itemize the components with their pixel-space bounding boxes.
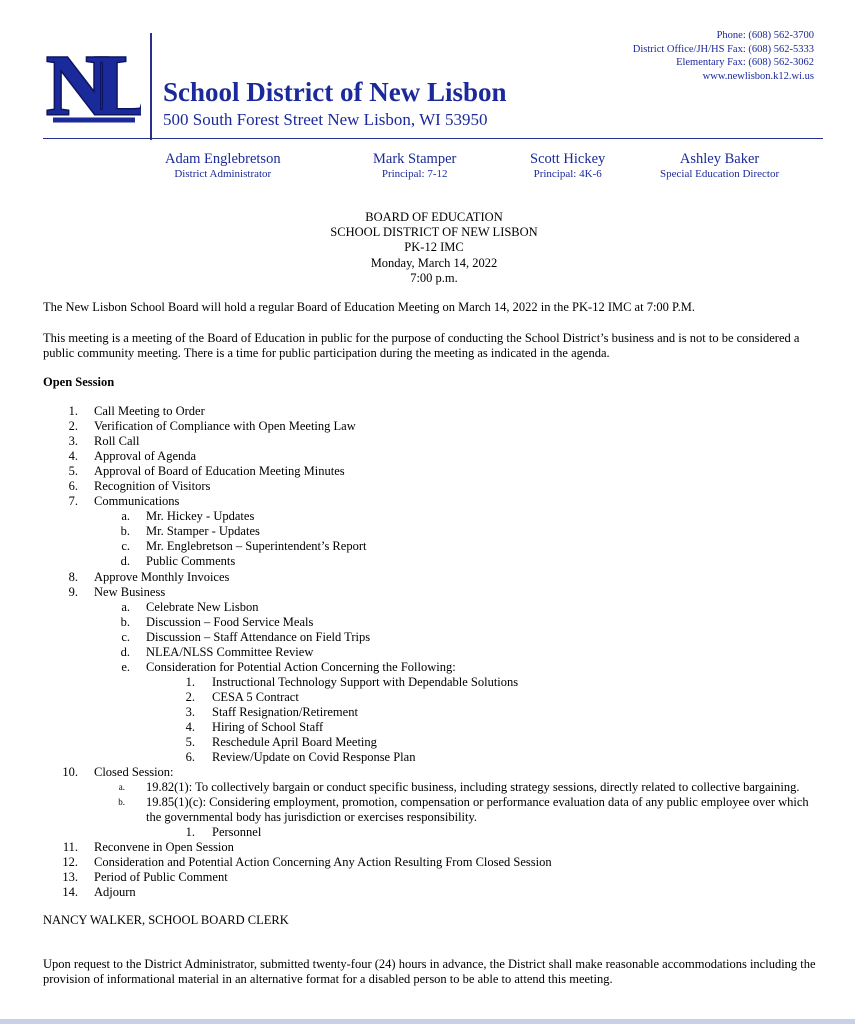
agenda-text: Celebrate New Lisbon	[146, 599, 259, 614]
agenda-number: 5.	[68, 464, 78, 479]
header-divider-vertical	[150, 33, 152, 140]
agenda-text: CESA 5 Contract	[212, 689, 299, 704]
agenda-text: Discussion – Food Service Meals	[146, 614, 314, 629]
agenda-text: Mr. Hickey - Updates	[146, 509, 255, 524]
agenda-subsubitem	[43, 750, 833, 765]
agenda-item	[43, 464, 833, 479]
meeting-line: BOARD OF EDUCATION	[365, 210, 503, 224]
agenda-text: Consideration and Potential Action Concerning Any Action Resulting From Closed Session	[94, 855, 552, 870]
agenda-subitem	[43, 630, 833, 645]
agenda-text: Review/Update on Covid Response Plan	[212, 750, 416, 765]
meeting-line: SCHOOL DISTRICT OF NEW LISBON	[330, 225, 538, 240]
agenda-text: New Business	[94, 584, 166, 599]
agenda-number: d.	[120, 554, 130, 569]
agenda-text: Adjourn	[94, 885, 136, 900]
agenda-text: Mr. Stamper - Updates	[146, 524, 260, 539]
agenda-number: 6.	[68, 479, 78, 494]
agenda-text: Hiring of School Staff	[212, 719, 324, 734]
agenda-text: Reconvene in Open Session	[94, 840, 234, 855]
agenda-text: Consideration for Potential Action Concerning the Following:	[146, 659, 456, 674]
staff-principal-4k-6	[530, 151, 605, 181]
header-divider-horizontal	[43, 138, 823, 139]
district-name: School District of New Lisbon	[163, 77, 507, 107]
staff-title: Principal: 4K-6	[533, 168, 602, 180]
agenda-number: 5.	[185, 735, 195, 750]
agenda-subitem	[43, 524, 833, 539]
agenda-text: Mr. Englebretson – Superintendent’s Report	[146, 539, 367, 554]
agenda-number: 6.	[185, 750, 195, 765]
open-session-heading: Open Session	[43, 375, 115, 389]
agenda-number: 1.	[185, 825, 195, 840]
staff-sped-director	[660, 151, 779, 181]
agenda-subitem	[43, 509, 833, 524]
agenda-item	[43, 885, 833, 900]
agenda-subitem	[43, 600, 833, 615]
agenda-number: a.	[118, 782, 125, 793]
agenda-number: 9.	[68, 584, 78, 599]
agenda-text: NLEA/NLSS Committee Review	[146, 644, 314, 659]
agenda-text: Approval of Board of Education Meeting Minutes	[94, 464, 345, 479]
nl-logo-icon	[43, 40, 141, 130]
agenda-number: c.	[121, 539, 130, 554]
agenda-item	[43, 585, 833, 600]
agenda-number: b.	[120, 614, 130, 629]
agenda-subsubitem	[43, 735, 833, 750]
meeting-line: PK-12 IMC	[404, 240, 464, 255]
agenda-number: c.	[121, 629, 130, 644]
agenda-text: Approval of Agenda	[94, 449, 197, 464]
agenda-number: b.	[118, 797, 125, 808]
staff-principal-7-12	[373, 151, 456, 181]
agenda-subsubitem	[43, 675, 833, 690]
agenda-number: 1.	[185, 674, 195, 689]
staff-administrator	[165, 151, 281, 181]
agenda-number: 7.	[68, 494, 78, 509]
phone-line: Phone: (608) 562-3700	[716, 30, 814, 41]
agenda-number: 14.	[62, 885, 78, 900]
agenda-number: 13.	[62, 870, 78, 885]
elementary-fax-line: Elementary Fax: (608) 562-3062	[676, 57, 814, 68]
agenda-number: 1.	[68, 404, 78, 418]
agenda-list	[43, 404, 833, 900]
agenda-item	[43, 404, 833, 419]
agenda-item	[43, 494, 833, 509]
agenda-item	[43, 840, 833, 855]
staff-title: Principal: 7-12	[381, 168, 448, 180]
agenda-text: Verification of Compliance with Open Meeting Law	[94, 419, 356, 434]
agenda-item	[43, 419, 833, 434]
agenda-text: Roll Call	[94, 434, 140, 449]
agenda-number: 4.	[68, 449, 78, 464]
logo-letters: NL	[46, 40, 138, 130]
agenda-text: 19.82(1): To collectively bargain or conduct specific business, including strategy sessions, directly related to collective bargaining.	[146, 780, 800, 795]
staff-name: Scott Hickey	[530, 151, 606, 167]
agenda-subsubitem	[43, 705, 833, 720]
agenda-number: 12.	[62, 855, 78, 870]
meeting-line: 7:00 p.m.	[410, 270, 458, 285]
agenda-text: Personnel	[212, 825, 262, 840]
agenda-text: Recognition of Visitors	[94, 479, 211, 494]
staff-name: Adam Englebretson	[165, 151, 281, 167]
agenda-item	[43, 765, 833, 780]
agenda-text: Instructional Technology Support with Dependable Solutions	[212, 674, 519, 689]
agenda-item	[43, 570, 833, 585]
agenda-item	[43, 870, 833, 885]
agenda-number: a.	[121, 509, 130, 524]
contact-block	[633, 29, 814, 83]
agenda-item	[43, 434, 833, 449]
district-fax-line: District Office/JH/HS Fax: (608) 562-5333	[632, 43, 814, 55]
agenda-subitem	[43, 780, 833, 795]
agenda-text: Call Meeting to Order	[94, 404, 205, 418]
agenda-number: 2.	[185, 689, 195, 704]
staff-title: District Administrator	[174, 168, 272, 180]
agenda-text: Public Comments	[146, 554, 236, 569]
agenda-subitem	[43, 795, 833, 825]
agenda-number: 2.	[68, 419, 78, 434]
staff-name: Mark Stamper	[373, 151, 457, 167]
district-address: 500 South Forest Street New Lisbon, WI 53950	[163, 110, 488, 129]
page-bottom-edge	[0, 1019, 855, 1024]
agenda-number: 4.	[185, 719, 195, 734]
agenda-text: Reschedule April Board Meeting	[212, 735, 377, 750]
agenda-text: Approve Monthly Invoices	[94, 569, 230, 584]
agenda-number: 10.	[62, 765, 78, 780]
accommodation-notice: Upon request to the District Administrator, submitted twenty-four (24) hours in advance, the District shall make reasonable accommodations including the provision of informational material in an alternative format for a disabled person to be able to attend this meeting.	[43, 957, 816, 986]
agenda-text: Period of Public Comment	[94, 870, 228, 885]
agenda-item	[43, 479, 833, 494]
website-link[interactable]: www.newlisbon.k12.wi.us	[702, 70, 814, 82]
agenda-text: Staff Resignation/Retirement	[212, 704, 358, 719]
staff-title: Special Education Director	[660, 168, 780, 180]
agenda-text: 19.85(1)(c): Considering employment, promotion, compensation or performance evaluation data of any public employee over which the governmental body has jurisdiction or exercises responsibility.	[146, 795, 809, 825]
intro-paragraph-2: This meeting is a meeting of the Board of Education in public for the purpose of conducting the School District’s business and is not to be considered a public community meeting. There is a time for public participation during the meeting as indicated in the agenda.	[43, 331, 800, 360]
meeting-line: Monday, March 14, 2022	[370, 255, 498, 270]
agenda-number: 8.	[68, 569, 78, 584]
staff-name: Ashley Baker	[679, 151, 760, 167]
agenda-item	[43, 855, 833, 870]
agenda-number: e.	[121, 659, 130, 674]
agenda-subitem	[43, 539, 833, 554]
agenda-subitem	[43, 660, 833, 675]
agenda-number: 3.	[68, 434, 78, 449]
agenda-number: a.	[121, 599, 130, 614]
agenda-subsubitem	[43, 825, 833, 840]
intro-paragraph-1: The New Lisbon School Board will hold a regular Board of Education Meeting on March 14, 2022 in the PK-12 IMC at 7:00 P.M.	[43, 300, 695, 314]
agenda-subitem	[43, 615, 833, 630]
agenda-number: 3.	[185, 704, 195, 719]
agenda-number: b.	[120, 524, 130, 539]
board-clerk-signature: NANCY WALKER, SCHOOL BOARD CLERK	[43, 913, 289, 927]
agenda-text: Discussion – Staff Attendance on Field Trips	[146, 629, 371, 644]
agenda-subitem	[43, 554, 833, 569]
district-logo	[43, 40, 141, 130]
agenda-item	[43, 449, 833, 464]
agenda-subsubitem	[43, 720, 833, 735]
agenda-subitem	[43, 645, 833, 660]
meeting-heading	[0, 210, 855, 286]
agenda-number: d.	[120, 644, 130, 659]
agenda-number: 11.	[62, 840, 78, 855]
agenda-text: Communications	[94, 494, 180, 509]
agenda-text: Closed Session:	[94, 765, 174, 780]
agenda-subsubitem	[43, 690, 833, 705]
